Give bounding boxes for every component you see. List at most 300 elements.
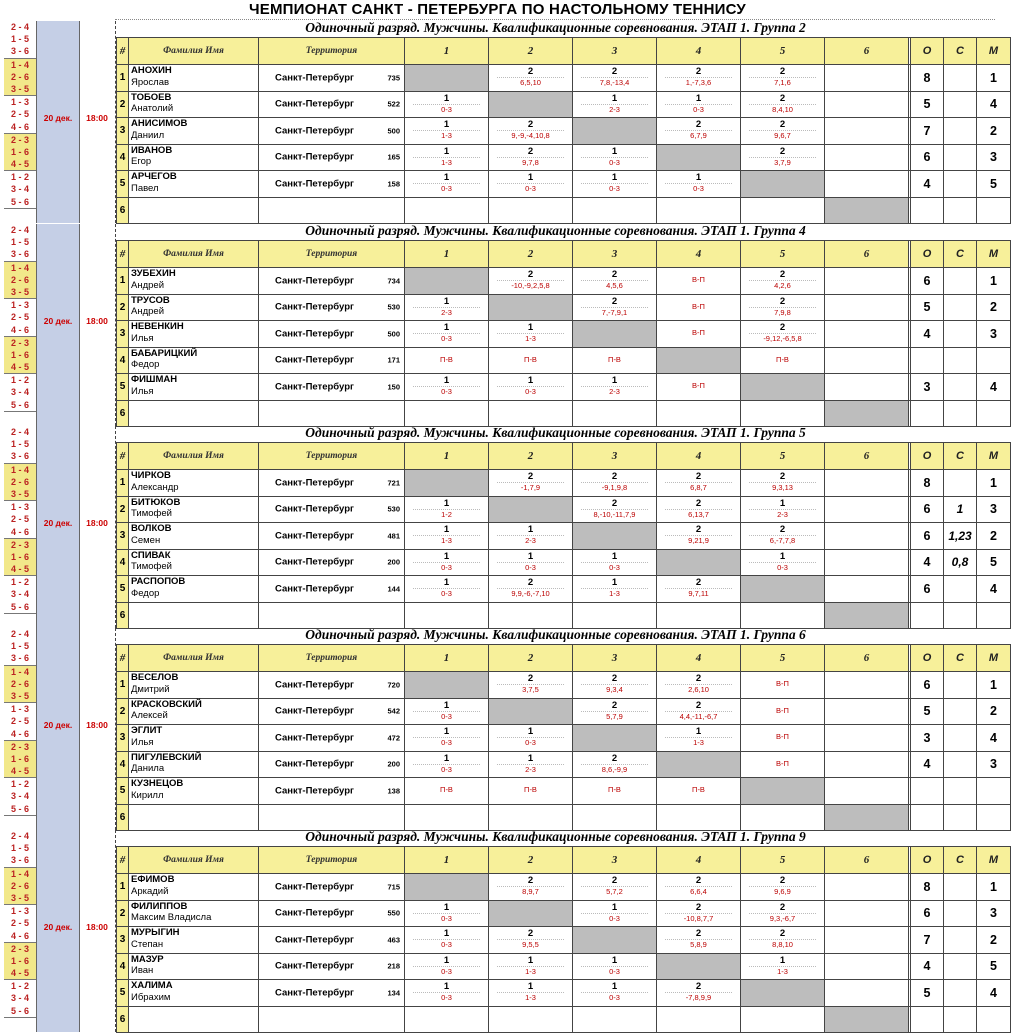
- match-result-cell: [573, 91, 657, 118]
- match-games: 7,1,6: [749, 77, 816, 88]
- match-score: 2: [611, 295, 618, 307]
- player-firstname: Семен: [131, 534, 161, 546]
- match-games: 7,-7,9,1: [581, 307, 648, 318]
- self-match-cell: [657, 347, 741, 374]
- player-surname: ФИЛИППОВ: [131, 900, 188, 912]
- match-games: 8,8,10: [749, 939, 816, 950]
- match-games: 9,3,4: [581, 684, 648, 695]
- player-surname: БИТЮКОВ: [131, 496, 181, 508]
- round-pair-label: 1 - 5: [4, 438, 36, 450]
- player-row: [117, 171, 1011, 198]
- player-name-cell: [129, 900, 259, 927]
- coefficient-cell: 0,8: [944, 549, 977, 576]
- header-place: М: [977, 443, 1011, 470]
- player-city: Санкт-Петербург: [275, 907, 354, 919]
- match-games: 0-3: [413, 966, 480, 977]
- match-score: 2: [527, 145, 534, 157]
- place-cell: 1: [977, 672, 1011, 699]
- match-score: 1: [611, 92, 618, 104]
- self-match-cell: [741, 576, 825, 603]
- coefficient-cell: [944, 751, 977, 778]
- self-match-cell: [825, 804, 909, 831]
- player-number: 1: [117, 268, 129, 295]
- round-pair-label: 2 - 3: [4, 337, 36, 349]
- round-pair-label: 3 - 5: [4, 83, 36, 96]
- match-games: 5,7,9: [581, 711, 648, 722]
- match-score: 2: [779, 269, 786, 280]
- header-opponent-4: 4: [657, 847, 741, 874]
- match-games: 9,7,11: [665, 588, 732, 599]
- match-result-cell: [489, 927, 573, 954]
- place-cell: 3: [977, 751, 1011, 778]
- place-cell: 2: [977, 927, 1011, 954]
- match-result-cell: [657, 672, 741, 699]
- match-result-cell: [405, 144, 489, 171]
- match-score: 1: [527, 322, 534, 333]
- match-score: 2: [779, 119, 786, 130]
- player-row: [117, 294, 1011, 321]
- match-games: В-П: [776, 705, 789, 715]
- match-score: 2: [779, 471, 786, 482]
- match-games: П-В: [440, 785, 453, 794]
- date-column: [36, 830, 80, 1032]
- header-opponent-3: 3: [573, 241, 657, 268]
- match-games: 0-3: [413, 183, 480, 194]
- match-score: 1: [695, 726, 702, 737]
- match-games: 9,3,-6,7: [749, 913, 816, 924]
- player-city: Санкт-Петербург: [275, 881, 354, 893]
- match-result-cell: [489, 171, 573, 198]
- match-result-cell: [825, 374, 909, 401]
- player-row: [117, 874, 1011, 901]
- match-games: 7,9,8: [749, 307, 816, 318]
- match-result-cell: [405, 523, 489, 550]
- points-cell: 7: [911, 118, 944, 145]
- match-score: 1: [443, 726, 450, 737]
- round-pair-label: 2 - 6: [4, 71, 36, 83]
- player-firstname: Алексей: [131, 710, 168, 721]
- player-surname: РАСПОПОВ: [131, 576, 186, 587]
- self-match-cell: [489, 496, 573, 523]
- territory-cell: [259, 197, 405, 224]
- match-score: 2: [779, 524, 786, 535]
- self-match-cell: [573, 927, 657, 954]
- player-city: Санкт-Петербург: [275, 72, 354, 84]
- player-surname: ИВАНОВ: [131, 144, 173, 156]
- round-pairs-column: [4, 426, 36, 628]
- player-surname: ФИШМАН: [131, 374, 178, 385]
- round-pair-label: 1 - 4: [4, 464, 36, 476]
- header-number: #: [117, 443, 129, 470]
- player-name-cell: [129, 118, 259, 145]
- player-rating: 500: [387, 329, 400, 339]
- match-games: 0-3: [413, 764, 480, 775]
- match-games: 0-3: [413, 386, 480, 397]
- match-games: 6,7,9: [665, 130, 732, 141]
- match-result-cell: [573, 197, 657, 224]
- player-number: 3: [117, 927, 129, 954]
- territory-cell: [259, 347, 405, 374]
- points-cell: 6: [911, 268, 944, 295]
- match-result-cell: [489, 65, 573, 92]
- match-games: 9,6,7: [749, 130, 816, 141]
- match-result-cell: [489, 874, 573, 901]
- player-rating: 218: [387, 961, 400, 971]
- coefficient-cell: [944, 1006, 977, 1033]
- header-opponent-3: 3: [573, 847, 657, 874]
- player-rating: 138: [387, 786, 400, 796]
- match-games: -9,12,-6,5,8: [749, 333, 816, 344]
- territory-cell: [259, 672, 405, 699]
- match-date: 20 дек.: [43, 113, 73, 123]
- coefficient-cell: [944, 400, 977, 427]
- player-row: [117, 672, 1011, 699]
- self-match-cell: [489, 294, 573, 321]
- player-rating: 734: [387, 276, 400, 286]
- match-result-cell: [405, 171, 489, 198]
- match-games: В-П: [692, 381, 705, 390]
- round-pair-label: 1 - 4: [4, 262, 36, 274]
- match-score: 2: [695, 673, 702, 684]
- header-opponent-5: 5: [741, 241, 825, 268]
- round-pair-label: 1 - 3: [4, 905, 36, 917]
- round-pair-label: 1 - 2: [4, 980, 36, 992]
- match-time: 18:00: [86, 316, 108, 326]
- match-result-cell: [741, 321, 825, 348]
- match-score: 2: [695, 66, 702, 77]
- points-cell: 8: [911, 874, 944, 901]
- match-games: 2-3: [497, 535, 564, 546]
- points-cell: [911, 804, 944, 831]
- date-column: [36, 21, 80, 223]
- match-games: 2,6,10: [665, 684, 732, 695]
- date-column: [36, 628, 80, 830]
- match-games: 0-3: [581, 562, 648, 573]
- round-pair-label: 4 - 6: [4, 728, 36, 741]
- match-games: 1,-7,3,6: [665, 77, 732, 88]
- player-firstname: Александр: [131, 481, 179, 493]
- header-opponent-1: 1: [405, 241, 489, 268]
- match-score: 2: [527, 471, 534, 482]
- match-result-cell: [573, 980, 657, 1007]
- match-result-cell: [657, 374, 741, 401]
- match-result-cell: [741, 496, 825, 523]
- place-cell: [977, 804, 1011, 831]
- points-cell: [911, 347, 944, 374]
- match-score: 1: [443, 550, 450, 562]
- player-firstname: Кирилл: [131, 789, 164, 801]
- place-cell: 3: [977, 144, 1011, 171]
- territory-cell: [259, 144, 405, 171]
- player-city: Санкт-Петербург: [275, 960, 354, 972]
- match-result-cell: [657, 725, 741, 752]
- header-number: #: [117, 241, 129, 268]
- match-score: 1: [443, 928, 450, 939]
- match-score: 2: [695, 524, 702, 535]
- points-cell: [911, 778, 944, 805]
- header-points: О: [911, 241, 944, 268]
- coefficient-cell: [944, 197, 977, 224]
- player-row: [117, 804, 1011, 831]
- points-cell: 4: [911, 321, 944, 348]
- match-score: 2: [695, 875, 702, 886]
- match-games: 1-3: [413, 157, 480, 168]
- player-row: [117, 980, 1011, 1007]
- match-games: 0-3: [413, 711, 480, 722]
- match-result-cell: [405, 294, 489, 321]
- place-cell: [977, 400, 1011, 427]
- match-result-cell: [489, 347, 573, 374]
- points-cell: [911, 400, 944, 427]
- match-score: 1: [443, 119, 450, 130]
- self-match-cell: [741, 980, 825, 1007]
- header-name: Фамилия Имя: [129, 847, 259, 874]
- match-result-cell: [573, 470, 657, 497]
- time-column: [79, 628, 116, 830]
- match-result-cell: [573, 294, 657, 321]
- round-pair-label: 1 - 3: [4, 501, 36, 513]
- match-result-cell: [825, 118, 909, 145]
- match-games: 0-3: [413, 104, 480, 115]
- match-result-cell: [657, 980, 741, 1007]
- round-pair-label: 3 - 6: [4, 45, 36, 58]
- match-games: 0-3: [497, 737, 564, 748]
- match-score: 2: [611, 699, 618, 711]
- match-result-cell: [741, 400, 825, 427]
- match-score: 1: [443, 577, 450, 588]
- place-cell: 4: [977, 374, 1011, 401]
- self-match-cell: [657, 549, 741, 576]
- player-city: Санкт-Петербург: [275, 178, 354, 190]
- self-match-cell: [825, 602, 909, 629]
- group-block: [0, 425, 999, 628]
- match-score: 2: [527, 66, 534, 77]
- place-cell: 5: [977, 549, 1011, 576]
- match-result-cell: [825, 144, 909, 171]
- self-match-cell: [405, 470, 489, 497]
- player-surname: ВОЛКОВ: [131, 523, 172, 534]
- match-games: 4,4,-11,-6,7: [665, 711, 732, 722]
- match-games: 0-3: [749, 562, 816, 573]
- match-score: 1: [695, 92, 702, 104]
- player-city: Санкт-Петербург: [275, 301, 354, 313]
- match-games: 8,9,7: [497, 886, 564, 897]
- match-score: 1: [443, 375, 450, 386]
- match-score: 1: [611, 550, 618, 562]
- coefficient-cell: [944, 118, 977, 145]
- territory-cell: [259, 804, 405, 831]
- player-city: Санкт-Петербург: [275, 98, 354, 110]
- territory-cell: [259, 496, 405, 523]
- coefficient-cell: [944, 171, 977, 198]
- header-name: Фамилия Имя: [129, 645, 259, 672]
- match-result-cell: [657, 470, 741, 497]
- player-number: 5: [117, 171, 129, 198]
- place-cell: 4: [977, 725, 1011, 752]
- player-firstname: Тимофей: [131, 508, 172, 519]
- player-name-cell: [129, 602, 259, 629]
- points-cell: 5: [911, 698, 944, 725]
- player-name-cell: [129, 197, 259, 224]
- match-score: 1: [443, 752, 450, 764]
- match-score: 1: [527, 375, 534, 386]
- match-score: 1: [443, 524, 450, 535]
- round-pair-label: 3 - 4: [4, 183, 36, 195]
- match-games: 0-3: [665, 104, 732, 115]
- territory-cell: [259, 374, 405, 401]
- points-cell: 4: [911, 751, 944, 778]
- match-score: 2: [527, 269, 534, 280]
- territory-cell: [259, 171, 405, 198]
- player-firstname: Илья: [131, 332, 154, 344]
- match-result-cell: [573, 874, 657, 901]
- player-row: [117, 144, 1011, 171]
- player-row: [117, 470, 1011, 497]
- match-result-cell: [489, 804, 573, 831]
- match-result-cell: [405, 400, 489, 427]
- match-result-cell: [657, 602, 741, 629]
- territory-cell: [259, 470, 405, 497]
- match-result-cell: [825, 698, 909, 725]
- player-rating: 542: [387, 706, 400, 716]
- round-pair-label: 5 - 6: [4, 196, 36, 209]
- place-cell: [977, 197, 1011, 224]
- match-games: 1-3: [413, 130, 480, 141]
- match-games: 2-3: [497, 764, 564, 775]
- match-score: 1: [443, 981, 450, 992]
- match-score: 2: [527, 673, 534, 684]
- self-match-cell: [489, 698, 573, 725]
- header-name: Фамилия Имя: [129, 38, 259, 65]
- player-surname: КРАСКОВСКИЙ: [131, 698, 202, 710]
- player-name-cell: [129, 927, 259, 954]
- round-pairs-column: [4, 224, 36, 426]
- match-result-cell: [825, 874, 909, 901]
- player-row: [117, 523, 1011, 550]
- round-pair-label: 2 - 4: [4, 426, 36, 438]
- round-pair-label: 5 - 6: [4, 1005, 36, 1018]
- player-firstname: Ярослав: [131, 76, 170, 88]
- match-result-cell: [825, 778, 909, 805]
- match-games: 0-3: [665, 183, 732, 194]
- match-games: 0-3: [581, 966, 648, 977]
- round-pair-label: 2 - 6: [4, 274, 36, 286]
- round-pair-label: 3 - 4: [4, 992, 36, 1004]
- territory-cell: [259, 268, 405, 295]
- match-result-cell: [657, 321, 741, 348]
- player-number: 1: [117, 874, 129, 901]
- player-rating: 144: [387, 584, 400, 594]
- match-result-cell: [405, 698, 489, 725]
- round-pairs-column: [4, 830, 36, 1032]
- player-rating: 165: [387, 152, 400, 162]
- group-block: [0, 829, 999, 1032]
- player-number: 2: [117, 294, 129, 321]
- match-result-cell: [573, 804, 657, 831]
- player-city: Санкт-Петербург: [275, 530, 354, 542]
- points-cell: 3: [911, 725, 944, 752]
- match-games: 1-2: [413, 509, 480, 520]
- player-rating: 134: [387, 988, 400, 998]
- round-pair-label: 5 - 6: [4, 803, 36, 816]
- player-rating: 500: [387, 126, 400, 136]
- round-pair-label: 1 - 5: [4, 33, 36, 45]
- match-games: 4,2,6: [749, 280, 816, 291]
- match-result-cell: [657, 927, 741, 954]
- place-cell: 2: [977, 294, 1011, 321]
- match-score: 2: [611, 471, 618, 482]
- match-result-cell: [489, 953, 573, 980]
- player-name-cell: [129, 470, 259, 497]
- match-result-cell: [489, 980, 573, 1007]
- match-result-cell: [489, 144, 573, 171]
- header-name: Фамилия Имя: [129, 443, 259, 470]
- player-name-cell: [129, 65, 259, 92]
- player-rating: 171: [387, 355, 400, 365]
- match-result-cell: [657, 576, 741, 603]
- match-games: 2-3: [413, 307, 480, 318]
- round-pair-label: 3 - 6: [4, 652, 36, 665]
- coefficient-cell: [944, 804, 977, 831]
- header-opponent-4: 4: [657, 443, 741, 470]
- player-rating: 715: [387, 882, 400, 892]
- match-result-cell: [741, 347, 825, 374]
- match-result-cell: [825, 171, 909, 198]
- player-surname: МУРЫГИН: [131, 927, 180, 938]
- player-firstname: Данила: [131, 763, 165, 774]
- round-pair-label: 3 - 6: [4, 248, 36, 261]
- match-result-cell: [741, 698, 825, 725]
- header-opponent-2: 2: [489, 645, 573, 672]
- match-games: 0-3: [581, 183, 648, 194]
- match-result-cell: [405, 804, 489, 831]
- match-games: 0-3: [413, 737, 480, 748]
- player-number: 6: [117, 1006, 129, 1033]
- match-score: 2: [779, 145, 786, 157]
- header-place: М: [977, 38, 1011, 65]
- player-firstname: Тимофей: [131, 561, 172, 572]
- match-result-cell: [741, 65, 825, 92]
- match-result-cell: [825, 523, 909, 550]
- player-number: 6: [117, 804, 129, 831]
- match-result-cell: [741, 1006, 825, 1033]
- round-pair-label: 4 - 6: [4, 121, 36, 134]
- match-result-cell: [489, 549, 573, 576]
- coefficient-cell: [944, 374, 977, 401]
- round-pair-label: 1 - 3: [4, 299, 36, 311]
- coefficient-cell: [944, 321, 977, 348]
- match-games: 3,7,5: [497, 684, 564, 695]
- match-result-cell: [741, 900, 825, 927]
- coefficient-cell: [944, 294, 977, 321]
- match-games: 2-3: [581, 386, 648, 397]
- player-rating: 200: [387, 759, 400, 769]
- header-coefficient: С: [944, 443, 977, 470]
- match-games: 1-3: [497, 966, 564, 977]
- round-pair-label: 1 - 4: [4, 868, 36, 880]
- match-result-cell: [573, 751, 657, 778]
- match-result-cell: [489, 672, 573, 699]
- player-firstname: Максим Владисла: [131, 912, 212, 923]
- place-cell: 3: [977, 900, 1011, 927]
- player-number: 3: [117, 321, 129, 348]
- match-games: 6,8,7: [665, 482, 732, 493]
- points-cell: 6: [911, 576, 944, 603]
- match-result-cell: [825, 470, 909, 497]
- player-rating: 522: [387, 99, 400, 109]
- match-result-cell: [489, 725, 573, 752]
- place-cell: 4: [977, 576, 1011, 603]
